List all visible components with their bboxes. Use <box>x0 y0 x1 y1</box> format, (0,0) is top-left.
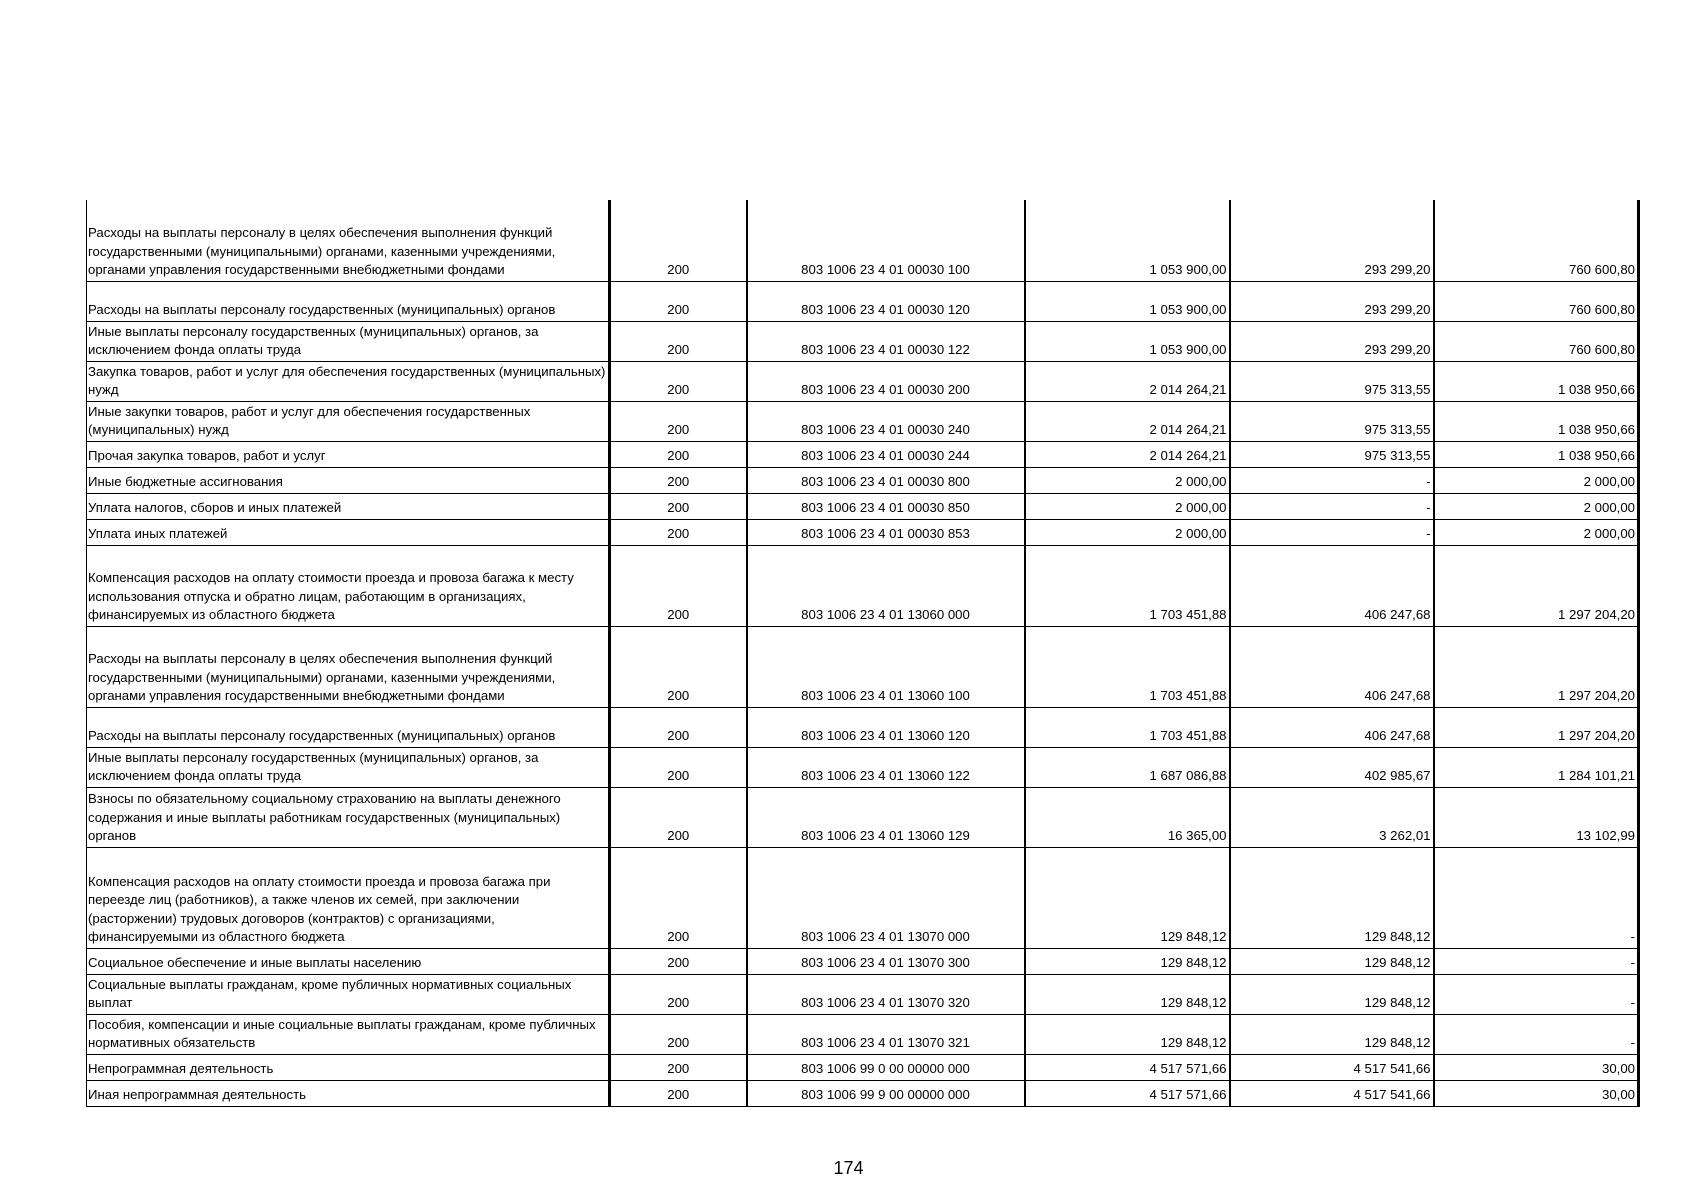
table-row <box>87 545 1639 626</box>
row-name: Расходы на выплаты персоналу государственных (муниципальных) органов <box>87 281 610 321</box>
table-body <box>87 200 1639 1106</box>
row-code: 200 <box>610 787 747 847</box>
row-executed: 4 517 541,66 <box>1230 1080 1434 1106</box>
row-code: 200 <box>610 401 747 441</box>
row-kbk: 803 1006 23 4 01 13060 000 <box>747 545 1025 626</box>
row-unexecuted: 30,00 <box>1434 1054 1639 1080</box>
row-name: Иные выплаты персоналу государственных (муниципальных) органов, за исключением фонда оплаты труда <box>87 321 610 361</box>
row-name: Уплата налогов, сборов и иных платежей <box>87 493 610 519</box>
row-name: Взносы по обязательному социальному страхованию на выплаты денежного содержания и иные выплаты работникам государственных (муниципальных) органов <box>87 787 610 847</box>
row-code: 200 <box>610 1054 747 1080</box>
row-unexecuted: - <box>1434 948 1639 974</box>
row-executed: 129 848,12 <box>1230 948 1434 974</box>
table-row <box>87 467 1639 493</box>
row-kbk: 803 1006 23 4 01 13070 000 <box>747 847 1025 948</box>
row-kbk: 803 1006 23 4 01 13060 122 <box>747 747 1025 787</box>
row-kbk: 803 1006 99 9 00 00000 000 <box>747 1080 1025 1106</box>
row-executed: - <box>1230 519 1434 545</box>
row-kbk: 803 1006 23 4 01 13070 300 <box>747 948 1025 974</box>
row-unexecuted: 1 297 204,20 <box>1434 545 1639 626</box>
row-unexecuted: 1 038 950,66 <box>1434 401 1639 441</box>
row-code: 200 <box>610 974 747 1014</box>
row-approved: 1 703 451,88 <box>1025 626 1230 707</box>
table-row <box>87 1054 1639 1080</box>
budget-table <box>86 200 1640 1107</box>
row-unexecuted: 1 297 204,20 <box>1434 707 1639 747</box>
row-kbk: 803 1006 23 4 01 00030 850 <box>747 493 1025 519</box>
row-kbk: 803 1006 23 4 01 00030 800 <box>747 467 1025 493</box>
row-name: Расходы на выплаты персоналу в целях обеспечения выполнения функций государственными (муниципальными) органами, казенными учреждениями, органами управления государственными внебюджетными фондами <box>87 626 610 707</box>
row-executed: 293 299,20 <box>1230 281 1434 321</box>
row-executed: 406 247,68 <box>1230 626 1434 707</box>
row-unexecuted: - <box>1434 847 1639 948</box>
table-row <box>87 948 1639 974</box>
row-name: Иная непрограммная деятельность <box>87 1080 610 1106</box>
row-name: Пособия, компенсации и иные социальные выплаты гражданам, кроме публичных нормативных обязательств <box>87 1014 610 1054</box>
table-row <box>87 401 1639 441</box>
row-unexecuted: 2 000,00 <box>1434 493 1639 519</box>
row-approved: 2 000,00 <box>1025 519 1230 545</box>
row-code: 200 <box>610 847 747 948</box>
row-name: Компенсация расходов на оплату стоимости проезда и провоза багажа к месту использования отпуска и обратно лицам, работающим в организациях, финансируемых из областного бюджета <box>87 545 610 626</box>
row-unexecuted: 1 038 950,66 <box>1434 361 1639 401</box>
row-unexecuted: 760 600,80 <box>1434 321 1639 361</box>
table-row <box>87 441 1639 467</box>
row-approved: 1 053 900,00 <box>1025 321 1230 361</box>
row-kbk: 803 1006 99 0 00 00000 000 <box>747 1054 1025 1080</box>
table-row <box>87 747 1639 787</box>
row-name: Иные выплаты персоналу государственных (муниципальных) органов, за исключением фонда оплаты труда <box>87 747 610 787</box>
row-approved: 4 517 571,66 <box>1025 1054 1230 1080</box>
row-code: 200 <box>610 519 747 545</box>
row-code: 200 <box>610 707 747 747</box>
row-approved: 1 687 086,88 <box>1025 747 1230 787</box>
row-kbk: 803 1006 23 4 01 13060 129 <box>747 787 1025 847</box>
row-approved: 2 000,00 <box>1025 493 1230 519</box>
table-row <box>87 626 1639 707</box>
row-code: 200 <box>610 626 747 707</box>
row-kbk: 803 1006 23 4 01 00030 120 <box>747 281 1025 321</box>
row-approved: 4 517 571,66 <box>1025 1080 1230 1106</box>
row-approved: 2 014 264,21 <box>1025 441 1230 467</box>
row-kbk: 803 1006 23 4 01 00030 122 <box>747 321 1025 361</box>
table-row <box>87 493 1639 519</box>
page-number: 174 <box>833 1158 864 1178</box>
row-kbk: 803 1006 23 4 01 00030 240 <box>747 401 1025 441</box>
table-row <box>87 361 1639 401</box>
row-executed: 975 313,55 <box>1230 441 1434 467</box>
row-unexecuted: 13 102,99 <box>1434 787 1639 847</box>
row-executed: 975 313,55 <box>1230 361 1434 401</box>
row-approved: 1 053 900,00 <box>1025 200 1230 281</box>
row-executed: 4 517 541,66 <box>1230 1054 1434 1080</box>
row-approved: 129 848,12 <box>1025 847 1230 948</box>
row-kbk: 803 1006 23 4 01 13070 320 <box>747 974 1025 1014</box>
row-unexecuted: - <box>1434 974 1639 1014</box>
row-kbk: 803 1006 23 4 01 00030 200 <box>747 361 1025 401</box>
row-code: 200 <box>610 281 747 321</box>
row-code: 200 <box>610 545 747 626</box>
row-executed: 975 313,55 <box>1230 401 1434 441</box>
row-approved: 129 848,12 <box>1025 974 1230 1014</box>
row-executed: 293 299,20 <box>1230 200 1434 281</box>
row-name: Иные бюджетные ассигнования <box>87 467 610 493</box>
row-approved: 129 848,12 <box>1025 948 1230 974</box>
row-name: Социальное обеспечение и иные выплаты населению <box>87 948 610 974</box>
row-name: Закупка товаров, работ и услуг для обеспечения государственных (муниципальных) нужд <box>87 361 610 401</box>
row-unexecuted: 1 297 204,20 <box>1434 626 1639 707</box>
table-row <box>87 321 1639 361</box>
row-approved: 2 014 264,21 <box>1025 361 1230 401</box>
row-kbk: 803 1006 23 4 01 00030 853 <box>747 519 1025 545</box>
row-unexecuted: 2 000,00 <box>1434 519 1639 545</box>
table-row <box>87 1080 1639 1106</box>
row-code: 200 <box>610 361 747 401</box>
row-executed: 129 848,12 <box>1230 847 1434 948</box>
row-executed: 406 247,68 <box>1230 545 1434 626</box>
row-unexecuted: 30,00 <box>1434 1080 1639 1106</box>
row-code: 200 <box>610 321 747 361</box>
row-kbk: 803 1006 23 4 01 00030 244 <box>747 441 1025 467</box>
row-unexecuted: 760 600,80 <box>1434 281 1639 321</box>
table-row <box>87 519 1639 545</box>
row-approved: 1 703 451,88 <box>1025 545 1230 626</box>
table-row <box>87 200 1639 281</box>
row-code: 200 <box>610 1080 747 1106</box>
row-name: Социальные выплаты гражданам, кроме публичных нормативных социальных выплат <box>87 974 610 1014</box>
row-code: 200 <box>610 948 747 974</box>
row-name: Компенсация расходов на оплату стоимости проезда и провоза багажа при переезде лиц (работников), а также членов их семей, при заключении (расторжении) трудовых договоров (контрактов) с организациями, финансируемыми из областного бюджета <box>87 847 610 948</box>
row-approved: 1 703 451,88 <box>1025 707 1230 747</box>
row-code: 200 <box>610 467 747 493</box>
row-name: Расходы на выплаты персоналу в целях обеспечения выполнения функций государственными (муниципальными) органами, казенными учреждениями, органами управления государственными внебюджетными фондами <box>87 200 610 281</box>
row-unexecuted: 1 284 101,21 <box>1434 747 1639 787</box>
row-name: Иные закупки товаров, работ и услуг для обеспечения государственных (муниципальных) нужд <box>87 401 610 441</box>
row-executed: 129 848,12 <box>1230 974 1434 1014</box>
row-unexecuted: 760 600,80 <box>1434 200 1639 281</box>
row-name: Уплата иных платежей <box>87 519 610 545</box>
row-code: 200 <box>610 441 747 467</box>
row-approved: 16 365,00 <box>1025 787 1230 847</box>
row-code: 200 <box>610 200 747 281</box>
row-code: 200 <box>610 493 747 519</box>
row-kbk: 803 1006 23 4 01 13070 321 <box>747 1014 1025 1054</box>
row-name: Расходы на выплаты персоналу государственных (муниципальных) органов <box>87 707 610 747</box>
row-code: 200 <box>610 1014 747 1054</box>
row-kbk: 803 1006 23 4 01 13060 120 <box>747 707 1025 747</box>
row-approved: 129 848,12 <box>1025 1014 1230 1054</box>
row-executed: 293 299,20 <box>1230 321 1434 361</box>
table-row <box>87 707 1639 747</box>
row-name: Непрограммная деятельность <box>87 1054 610 1080</box>
row-unexecuted: 2 000,00 <box>1434 467 1639 493</box>
row-code: 200 <box>610 747 747 787</box>
row-executed: - <box>1230 493 1434 519</box>
row-executed: 3 262,01 <box>1230 787 1434 847</box>
row-unexecuted: - <box>1434 1014 1639 1054</box>
table-row <box>87 787 1639 847</box>
table-row <box>87 847 1639 948</box>
row-approved: 1 053 900,00 <box>1025 281 1230 321</box>
row-kbk: 803 1006 23 4 01 00030 100 <box>747 200 1025 281</box>
table-row <box>87 974 1639 1014</box>
row-approved: 2 000,00 <box>1025 467 1230 493</box>
row-executed: - <box>1230 467 1434 493</box>
row-executed: 406 247,68 <box>1230 707 1434 747</box>
table-row <box>87 1014 1639 1054</box>
row-approved: 2 014 264,21 <box>1025 401 1230 441</box>
row-name: Прочая закупка товаров, работ и услуг <box>87 441 610 467</box>
row-kbk: 803 1006 23 4 01 13060 100 <box>747 626 1025 707</box>
row-unexecuted: 1 038 950,66 <box>1434 441 1639 467</box>
table-row <box>87 281 1639 321</box>
row-executed: 129 848,12 <box>1230 1014 1434 1054</box>
row-executed: 402 985,67 <box>1230 747 1434 787</box>
